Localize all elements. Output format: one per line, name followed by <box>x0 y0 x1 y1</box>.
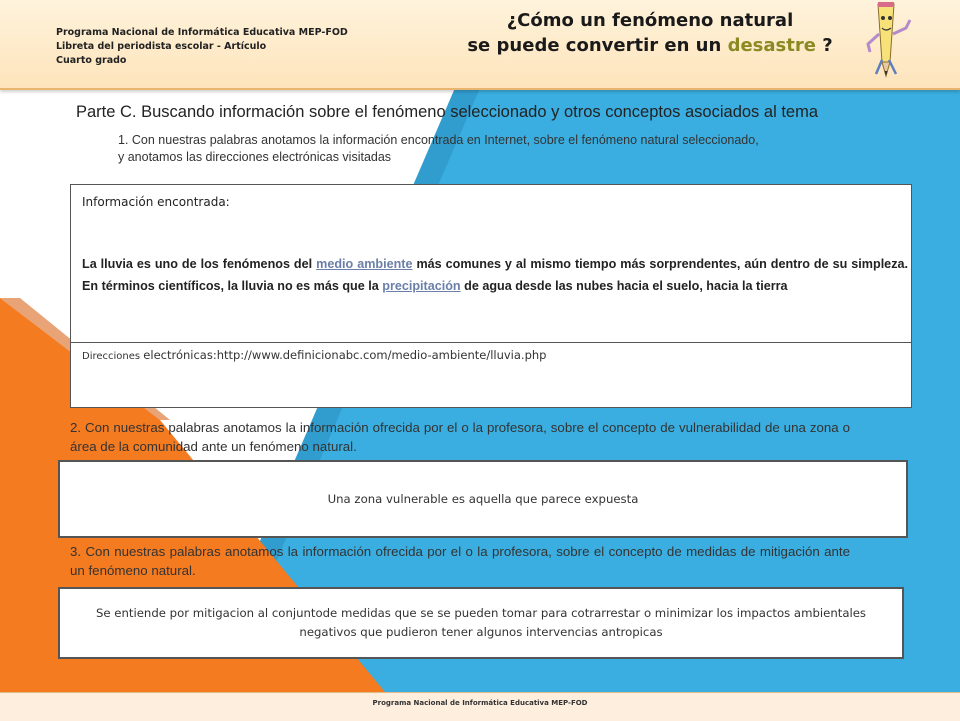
web-addresses-line <box>82 348 546 362</box>
notebook-title: Libreta del periodista escolar - Artículo <box>56 41 267 52</box>
vulnerability-answer-text: Una zona vulnerable es aquella que parece expuesta <box>327 491 639 506</box>
info-text-part-3: de agua desde las nubes hacia el suelo, hacia la tierra <box>460 279 788 293</box>
title-line-1: ¿Cómo un fenómeno natural <box>506 10 794 31</box>
step-1-instruction <box>118 132 888 166</box>
info-text-part-1: La lluvia es uno de los fenómenos del <box>82 257 317 271</box>
info-box-divider <box>71 342 911 343</box>
section-title: Parte C. Buscando información sobre el fenómeno seleccionado y otros conceptos asociados al tema <box>76 103 819 121</box>
header-bar <box>0 0 960 90</box>
title-line-2 <box>440 33 860 58</box>
footer-bar <box>0 692 960 721</box>
info-text-part-2: más comunes y al mismo tiempo más sorprendentes, aún dentro de su simpleza. En términos científicos, la lluvia no es más que la <box>82 257 908 293</box>
title-line-2-start: se puede convertir en un <box>467 35 728 56</box>
vulnerability-answer-box <box>58 460 908 538</box>
program-name: Programa Nacional de Informática Educativa MEP-FOD <box>56 27 348 38</box>
addresses-value: electrónicas:http://www.definicionabc.com/medio-ambiente/lluvia.php <box>143 348 547 362</box>
grade-label: Cuarto grado <box>56 55 127 66</box>
step-3-instruction: 3. Con nuestras palabras anotamos la información ofrecida por el o la profesora, sobre el concepto de medidas de mitigación ante un fenómeno natural. <box>70 544 850 578</box>
program-info <box>56 26 348 68</box>
mitigation-answer-text: Se entiende por mitigacion al conjuntode medidas que se se pueden tomar para cotrarrestar o minimizar los impactos ambientales negativos que pudieron tener algunos intervencias antropicas <box>95 606 867 639</box>
pencil-mascot-icon <box>864 0 914 80</box>
title-highlight-word: desastre <box>727 35 816 56</box>
information-found-label: Información encontrada: <box>82 195 230 209</box>
addresses-label: Direcciones <box>82 351 144 362</box>
information-found-text <box>82 253 908 297</box>
step-1-line-2: y anotamos las direcciones electrónicas visitadas <box>118 150 392 164</box>
mitigation-answer-box <box>58 587 904 659</box>
step-1-line-1: 1. Con nuestras palabras anotamos la información encontrada en Internet, sobre el fenómeno natural seleccionado, <box>118 133 759 147</box>
medio-ambiente-link[interactable]: medio ambiente <box>316 257 413 271</box>
information-found-box <box>70 184 912 408</box>
precipitacion-link[interactable]: precipitación <box>382 279 461 293</box>
page-title <box>440 8 860 58</box>
title-line-2-end: ? <box>815 35 833 56</box>
footer-text: Programa Nacional de Informática Educativa MEP-FOD <box>372 699 588 707</box>
step-2-instruction: 2. Con nuestras palabras anotamos la información ofrecida por el o la profesora, sobre el concepto de vulnerabilidad de una zona o área de la comunidad ante un fenómeno natural. <box>70 420 850 454</box>
